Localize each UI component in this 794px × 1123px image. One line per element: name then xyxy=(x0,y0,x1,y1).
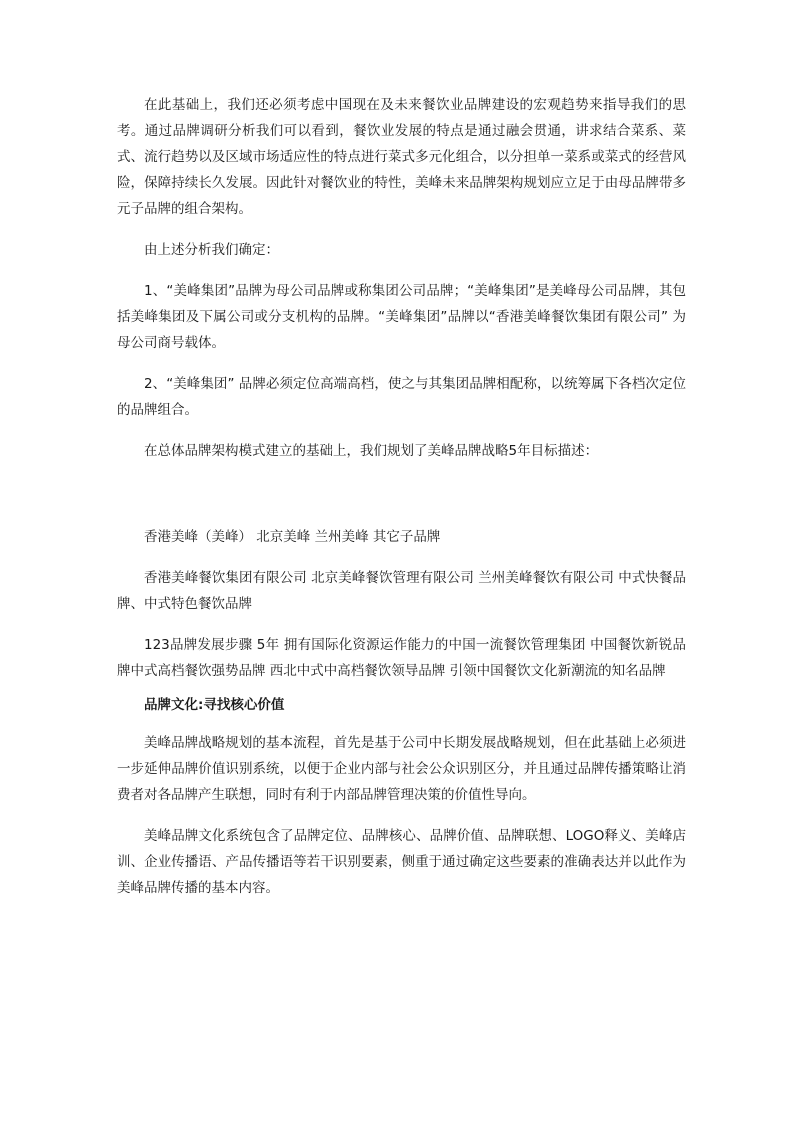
document-page xyxy=(117,92,686,901)
paragraph-strategy-process: 美峰品牌战略规划的基本流程，首先是基于公司中长期发展战略规划，但在此基础上必须进一步延伸品牌价值识别系统，以便于企业内部与社会公众识别区分，并且通过品牌传播策略让消费者对各品牌产生联想，同时有利于内部品牌管理决策的价值性导向。 xyxy=(117,735,686,803)
paragraph-company-list: 香港美峰餐饮集团有限公司 北京美峰餐饮管理有限公司 兰州美峰餐饮有限公司 中式快餐品牌、中式特色餐饮品牌 xyxy=(117,570,686,612)
paragraph-point-2: 2、“美峰集团” 品牌必须定位高端高档，使之与其集团品牌相配称，以统筹属下各档次定位的品牌组合。 xyxy=(117,376,686,418)
paragraph-brand-trend: 在此基础上，我们还必须考虑中国现在及未来餐饮业品牌建设的宏观趋势来指导我们的思考。通过品牌调研分析我们可以看到，餐饮业发展的特点是通过融会贯通，讲求结合菜系、菜式、流行趋势以及区域市场适应性的特点进行菜式多元化组合，以分担单一菜系或菜式的经营风险，保障持续长久发展。因此针对餐饮业的特性，美峰未来品牌架构规划应立足于由母品牌带多元子品牌的组合架构。 xyxy=(117,97,686,217)
paragraph-point-1: 1、“美峰集团”品牌为母公司品牌或称集团公司品牌；“美峰集团”是美峰母公司品牌，其包括美峰集团及下属公司或分支机构的品牌。“美峰集团”品牌以“香港美峰餐饮集团有限公司” 为母公司商号载体。 xyxy=(117,283,686,351)
paragraph-culture-system: 美峰品牌文化系统包含了品牌定位、品牌核心、品牌价值、品牌联想、LOGO释义、美峰店训、企业传播语、产品传播语等若干识别要素，侧重于通过确定这些要素的准确表达并以此作为美峰品牌传播的基本内容。 xyxy=(117,828,686,896)
paragraph-conclusion-intro: 由上述分析我们确定： xyxy=(144,242,279,258)
paragraph-five-year-goal: 在总体品牌架构模式建立的基础上，我们规划了美峰品牌战略5年目标描述： xyxy=(144,443,599,459)
section-heading-brand-culture: 品牌文化:寻找核心价值 xyxy=(144,697,285,713)
paragraph-brand-list: 香港美峰（美峰） 北京美峰 兰州美峰 其它子品牌 xyxy=(144,529,441,545)
paragraph-development-steps: 123品牌发展步骤 5年 拥有国际化资源运作能力的中国一流餐饮管理集团 中国餐饮新锐品牌中式高档餐饮强势品牌 西北中式中高档餐饮领导品牌 引领中国餐饮文化新潮流的知名品牌 xyxy=(117,637,686,679)
